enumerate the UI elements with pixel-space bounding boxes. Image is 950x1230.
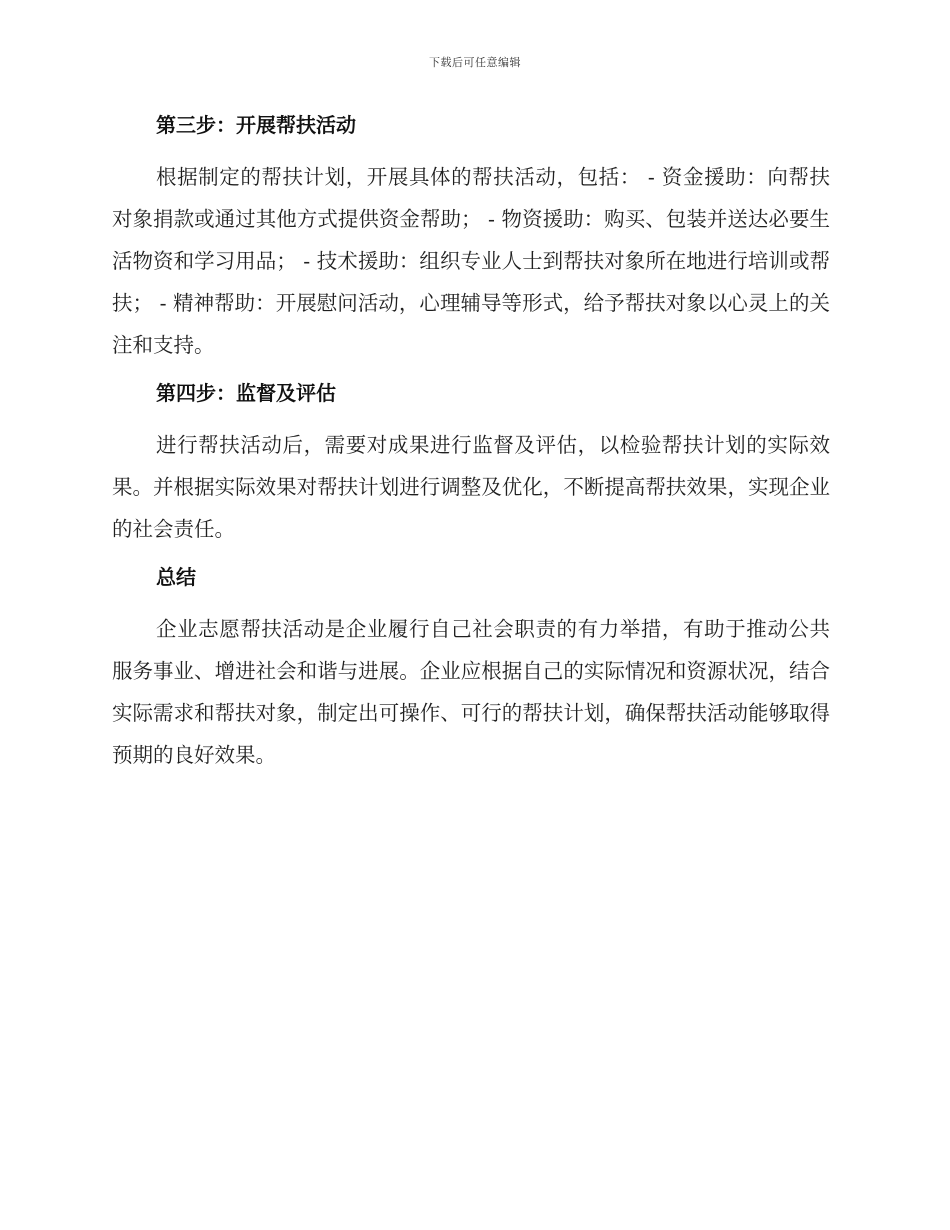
section-heading: 总结 — [156, 565, 196, 589]
section-heading: 第三步：开展帮扶活动 — [156, 113, 356, 137]
section-paragraph: 企业志愿帮扶活动是企业履行自己社会职责的有力举措，有助于推动公共服务事业、增进社会和谐与进展。企业应根据自己的实际情况和资源状况，结合实际需求和帮扶对象，制定出可操作、可行的帮扶计划，确保帮扶活动能够取得预期的良好效果。 — [112, 617, 830, 767]
section-step-four — [112, 378, 830, 550]
section-paragraph: 根据制定的帮扶计划，开展具体的帮扶活动，包括： - 资金援助：向帮扶对象捐款或通过其他方式提供资金帮助； - 物资援助：购买、包装并送达必要生活物资和学习用品； - 技术援助：组织专业人士到帮扶对象所在地进行培训或帮扶； - 精神帮助：开展慰问活动，心理辅导等形式，给予帮扶对象以心灵上的关注和支持。 — [112, 165, 830, 357]
page-header-note: 下载后可任意编辑 — [429, 56, 521, 69]
section-summary — [112, 562, 830, 776]
document-body — [112, 110, 830, 788]
section-heading: 第四步：监督及评估 — [156, 381, 336, 405]
section-paragraph: 进行帮扶活动后，需要对成果进行监督及评估，以检验帮扶计划的实际效果。并根据实际效果对帮扶计划进行调整及优化，不断提高帮扶效果，实现企业的社会责任。 — [112, 433, 830, 541]
section-step-three — [112, 110, 830, 366]
